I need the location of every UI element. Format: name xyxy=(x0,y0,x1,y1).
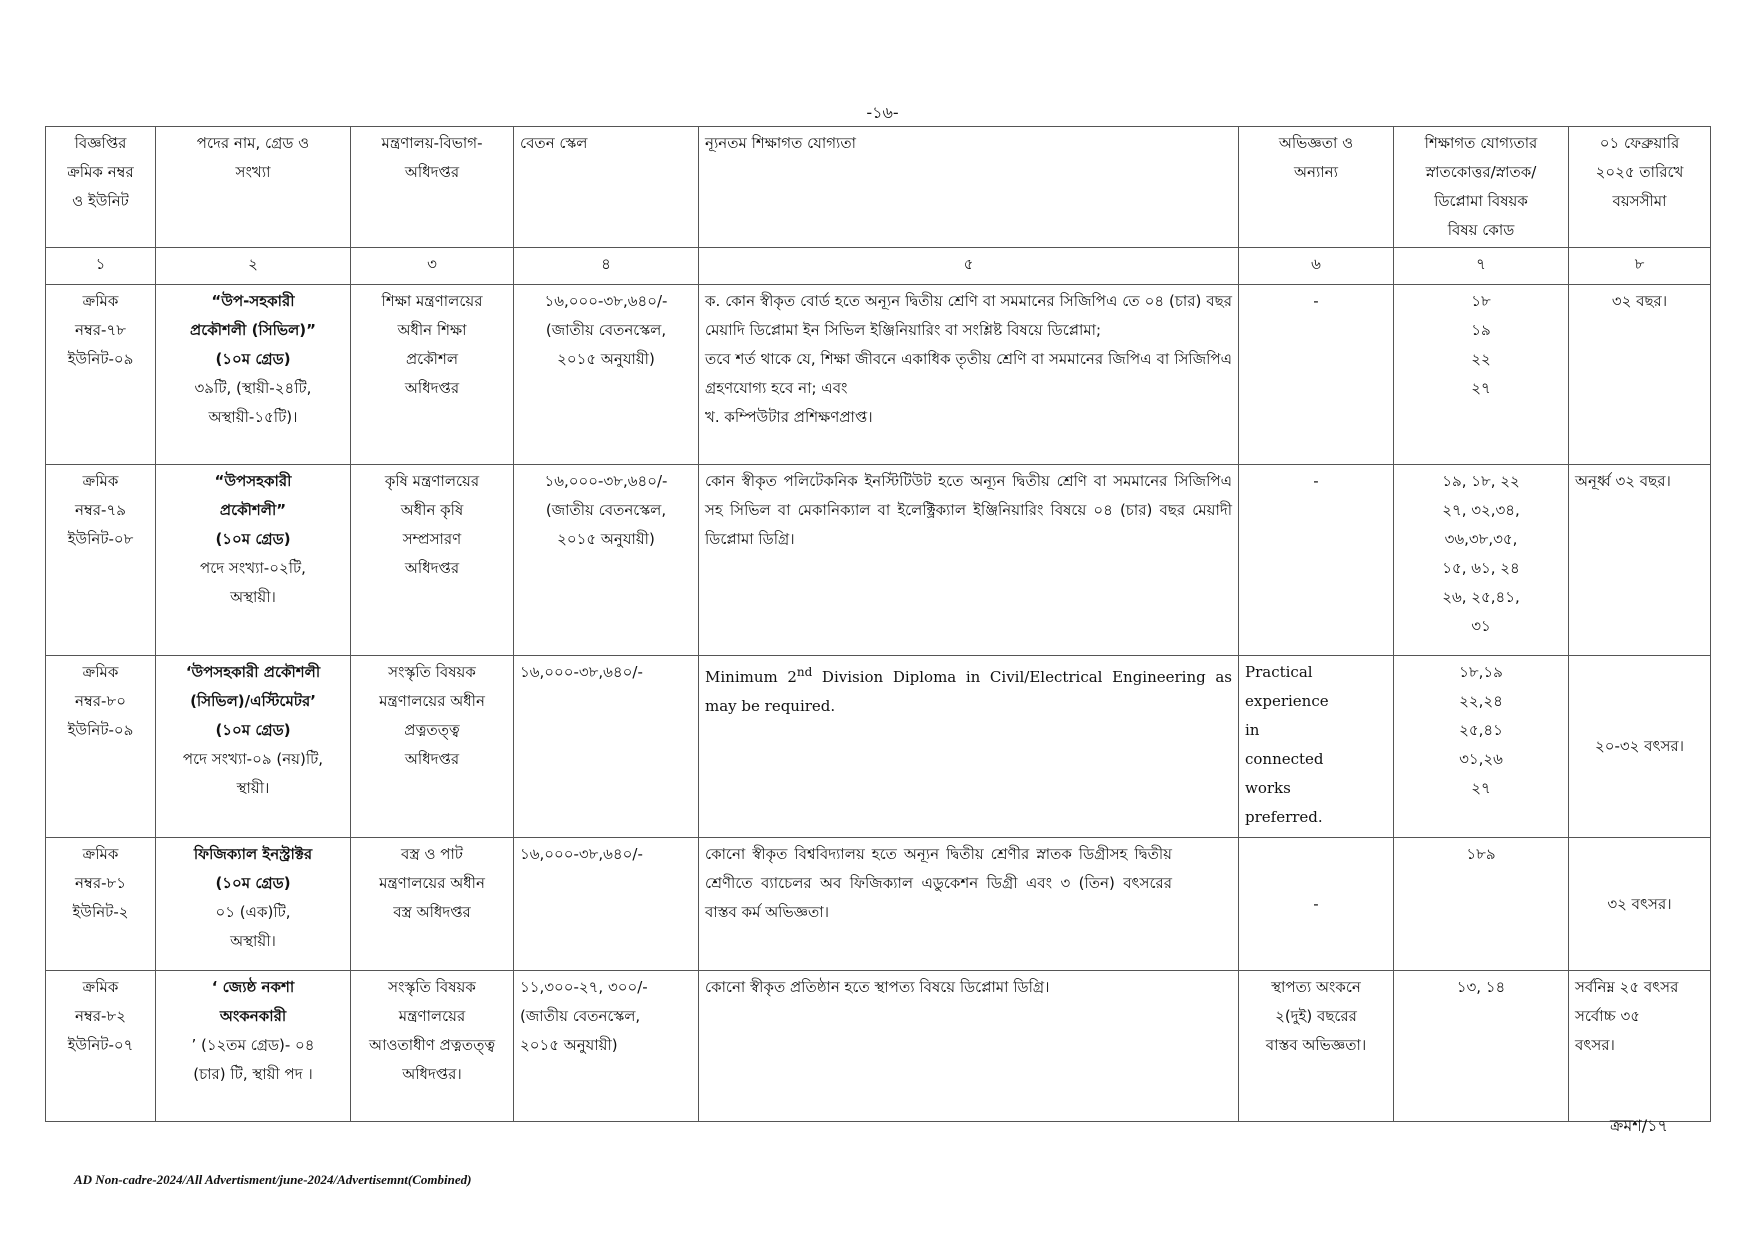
header-age-limit: ০১ ফেব্রুয়ারি ২০২৫ তারিখে বয়সসীমা xyxy=(1569,127,1711,248)
subject-code-cell: ১৮৯ xyxy=(1394,838,1569,971)
pay-scale-cell: ১৬,০০০-৩৮,৬৪০/- (জাতীয় বেতনস্কেল, ২০১৫ অনুযায়ী) xyxy=(514,465,699,656)
pay-scale-cell: ১৬,০০০-৩৮,৬৪০/- xyxy=(514,656,699,838)
serial-unit-cell: ক্রমিক নম্বর-৮২ ইউনিট-০৭ xyxy=(46,971,156,1122)
header-min-qualification: ন্যূনতম শিক্ষাগত যোগ্যতা xyxy=(699,127,1239,248)
age-limit-cell: ২০-৩২ বৎসর। xyxy=(1569,656,1711,838)
qualification-cell: Minimum 2nd Division Diploma in Civil/Electrical Engineering as may be required. xyxy=(699,656,1239,838)
ministry-cell: কৃষি মন্ত্রণালয়ের অধীন কৃষি সম্প্রসারণ অধিদপ্তর xyxy=(351,465,514,656)
post-title-cell: ফিজিক্যাল ইনস্ট্রাক্টর (১০ম গ্রেড) ০১ (এক)টি, অস্থায়ী। xyxy=(156,838,351,971)
header-row xyxy=(46,127,1711,248)
column-number: ৩ xyxy=(351,248,514,285)
qualification-cell: কোনো স্বীকৃত প্রতিষ্ঠান হতে স্থাপত্য বিষয়ে ডিপ্লোমা ডিগ্রি। xyxy=(699,971,1239,1122)
qualification-cell: ক. কোন স্বীকৃত বোর্ড হতে অন্যূন দ্বিতীয় শ্রেণি বা সমমানের সিজিপিএ তে ০৪ (চার) বছর মেয়াদি ডিপ্লোমা ইন সিভিল ইঞ্জিনিয়ারিং বা সংশ্লিষ্ট বিষয়ে ডিপ্লোমা; তবে শর্ত থাকে যে, শিক্ষা জীবনে একাধিক তৃতীয় শ্রেণি বা সমমানের জিপিএ বা সিজিপিএ গ্রহণযোগ্য হবে না; এবং খ. কম্পিউটার প্রশিক্ষণপ্রাপ্ত। xyxy=(699,285,1239,465)
job-advertisement-table xyxy=(45,126,1711,1122)
footer-file-reference: AD Non-cadre-2024/All Advertisment/june-2024/Advertisemnt(Combined) xyxy=(74,1172,472,1187)
experience-cell: - xyxy=(1239,465,1394,656)
pay-scale-cell: ১১,৩০০-২৭, ৩০০/- (জাতীয় বেতনস্কেল, ২০১৫ অনুযায়ী) xyxy=(514,971,699,1122)
experience-cell: স্থাপত্য অংকনে ২(দুই) বছরের বাস্তব অভিজ্ঞতা। xyxy=(1239,971,1394,1122)
age-limit-cell: অনূর্ধ্ব ৩২ বছর। xyxy=(1569,465,1711,656)
header-experience-other: অভিজ্ঞতা ও অন্যান্য xyxy=(1239,127,1394,248)
experience-cell: Practical experience in connected works preferred. xyxy=(1239,656,1394,838)
qualification-cell: কোনো স্বীকৃত বিশ্ববিদ্যালয় হতে অন্যূন দ্বিতীয় শ্রেণীর স্নাতক ডিগ্রীসহ দ্বিতীয় শ্রেণীতে ব্যাচেলর অব ফিজিক্যাল এডুকেশন ডিগ্রী এবং ৩ (তিন) বৎসরের বাস্তব কর্ম অভিজ্ঞতা। xyxy=(699,838,1239,971)
table-row xyxy=(46,285,1711,465)
header-pay-scale: বেতন স্কেল xyxy=(514,127,699,248)
ministry-cell: সংস্কৃতি বিষয়ক মন্ত্রণালয়ের আওতাধীণ প্রত্নতত্ত্ব অধিদপ্তর। xyxy=(351,971,514,1122)
column-number: ৪ xyxy=(514,248,699,285)
serial-unit-cell: ক্রমিক নম্বর-৮০ ইউনিট-০৯ xyxy=(46,656,156,838)
serial-unit-cell: ক্রমিক নম্বর-৭৯ ইউনিট-০৮ xyxy=(46,465,156,656)
header-subject-code: শিক্ষাগত যোগ্যতার স্নাতকোত্তর/স্নাতক/ ডিপ্লোমা বিষয়ক বিষয় কোড xyxy=(1394,127,1569,248)
table-row xyxy=(46,656,1711,838)
pay-scale-cell: ১৬,০০০-৩৮,৬৪০/- (জাতীয় বেতনস্কেল, ২০১৫ অনুযায়ী) xyxy=(514,285,699,465)
table-row xyxy=(46,465,1711,656)
post-title-cell: ‘ জ্যেষ্ঠ নকশা অংকনকারী ’ (১২তম গ্রেড)- ০৪ (চার) টি, স্থায়ী পদ । xyxy=(156,971,351,1122)
experience-cell: - xyxy=(1239,285,1394,465)
subject-code-cell: ১৯, ১৮, ২২ ২৭, ৩২,৩৪, ৩৬,৩৮,৩৫, ১৫, ৬১, ২৪ ২৬, ২৫,৪১, ৩১ xyxy=(1394,465,1569,656)
column-number: ৭ xyxy=(1394,248,1569,285)
age-limit-cell: সর্বনিম্ন ২৫ বৎসর সর্বোচ্চ ৩৫ বৎসর। xyxy=(1569,971,1711,1122)
subject-code-cell: ১৩, ১৪ xyxy=(1394,971,1569,1122)
serial-unit-cell: ক্রমিক নম্বর-৭৮ ইউনিট-০৯ xyxy=(46,285,156,465)
subject-code-cell: ১৮ ১৯ ২২ ২৭ xyxy=(1394,285,1569,465)
post-title-cell: “উপসহকারী প্রকৌশলী” (১০ম গ্রেড) পদে সংখ্যা-০২টি, অস্থায়ী। xyxy=(156,465,351,656)
column-number: ৬ xyxy=(1239,248,1394,285)
age-limit-cell: ৩২ বৎসর। xyxy=(1569,838,1711,971)
continued-page-label: ক্রমশ/১৭ xyxy=(1610,1116,1668,1135)
header-post-name-grade-count: পদের নাম, গ্রেড ও সংখ্যা xyxy=(156,127,351,248)
header-ministry-department: মন্ত্রণালয়-বিভাগ- অধিদপ্তর xyxy=(351,127,514,248)
pay-scale-cell: ১৬,০০০-৩৮,৬৪০/- xyxy=(514,838,699,971)
qualification-cell: কোন স্বীকৃত পলিটেকনিক ইনস্টিটিউট হতে অন্যূন দ্বিতীয় শ্রেণি বা সমমানের সিজিপিএ সহ সিভিল বা মেকানিক্যাল বা ইলেক্ট্রিক্যাল ইঞ্জিনিয়ারিং বিষয়ে ০৪ (চার) বছর মেয়াদী ডিপ্লোমা ডিগ্রি। xyxy=(699,465,1239,656)
ministry-cell: শিক্ষা মন্ত্রণালয়ের অধীন শিক্ষা প্রকৌশল অধিদপ্তর xyxy=(351,285,514,465)
post-title-cell: ‘উপসহকারী প্রকৌশলী (সিভিল)/এস্টিমেটর’ (১০ম গ্রেড) পদে সংখ্যা-০৯ (নয়)টি, স্থায়ী। xyxy=(156,656,351,838)
serial-unit-cell: ক্রমিক নম্বর-৮১ ইউনিট-২ xyxy=(46,838,156,971)
ministry-cell: সংস্কৃতি বিষয়ক মন্ত্রণালয়ের অধীন প্রত্নতত্ত্ব অধিদপ্তর xyxy=(351,656,514,838)
age-limit-cell: ৩২ বছর। xyxy=(1569,285,1711,465)
header-serial-unit: বিজ্ঞপ্তির ক্রমিক নম্বর ও ইউনিট xyxy=(46,127,156,248)
subject-code-cell: ১৮,১৯ ২২,২৪ ২৫,৪১ ৩১,২৬ ২৭ xyxy=(1394,656,1569,838)
column-number: ১ xyxy=(46,248,156,285)
post-title-cell: “উপ-সহকারী প্রকৌশলী (সিভিল)” (১০ম গ্রেড) ৩৯টি, (স্থায়ী-২৪টি, অস্থায়ী-১৫টি)। xyxy=(156,285,351,465)
ministry-cell: বস্ত্র ও পাট মন্ত্রণালয়ের অধীন বস্ত্র অধিদপ্তর xyxy=(351,838,514,971)
experience-cell: - xyxy=(1239,838,1394,971)
table-row xyxy=(46,971,1711,1122)
column-number: ২ xyxy=(156,248,351,285)
column-number-row xyxy=(46,248,1711,285)
column-number: ৫ xyxy=(699,248,1239,285)
table-row xyxy=(46,838,1711,971)
page-number: -১৬- xyxy=(866,103,899,122)
column-number: ৮ xyxy=(1569,248,1711,285)
